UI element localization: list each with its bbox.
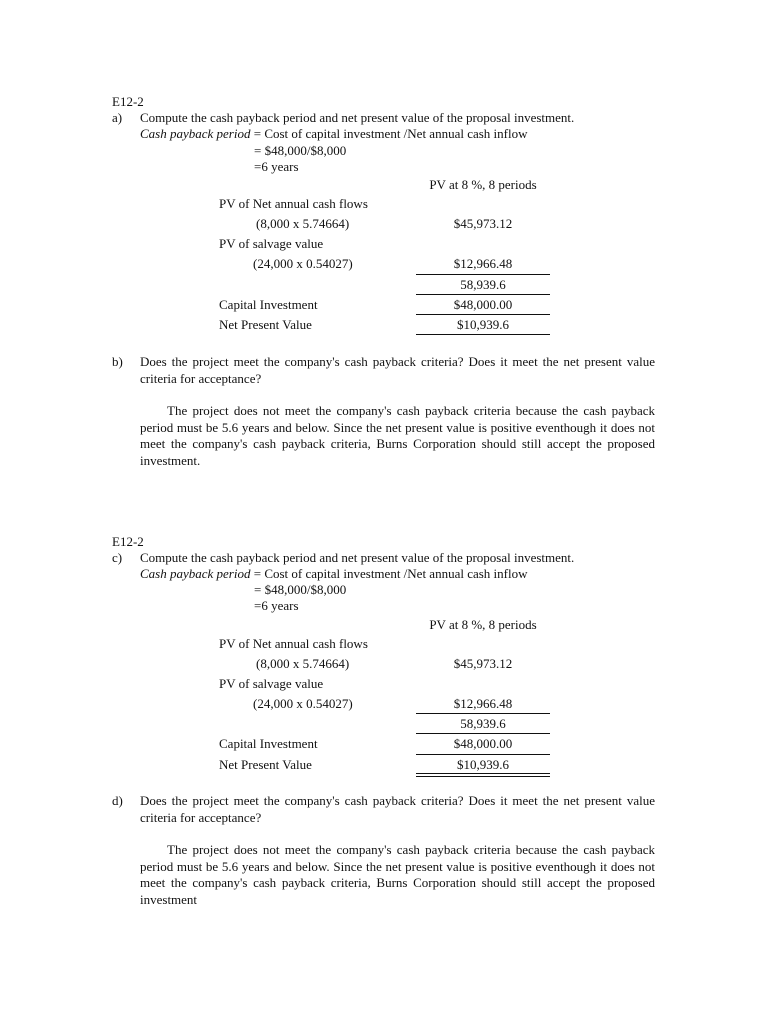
row-label: PV of Net annual cash flows bbox=[219, 196, 368, 211]
question-label: a) bbox=[112, 110, 123, 125]
row-detail: (8,000 x 5.74664) bbox=[256, 216, 350, 231]
row-value: $45,973.12 bbox=[453, 216, 513, 231]
answer-paragraph: The project does not meet the company's cash payback criteria because the cash payback period must be 5.6 years and below. Since the net present value is positive eventhough it does not meet the company's cash payback criteria, Burns Corporation should still accept the proposed investment bbox=[140, 842, 655, 907]
row-label: Capital Investment bbox=[219, 736, 318, 751]
calculation-result: =6 years bbox=[254, 159, 299, 174]
double-underline-rule bbox=[416, 776, 550, 777]
row-label: PV of salvage value bbox=[219, 236, 324, 251]
row-label: Capital Investment bbox=[219, 297, 318, 312]
question-text: Does the project meet the company's cash payback criteria? Does it meet the net present value criteria for acceptance? bbox=[140, 354, 655, 386]
table-rule bbox=[416, 334, 550, 335]
row-value: $48,000.00 bbox=[453, 736, 513, 751]
formula-definition: = Cost of capital investment /Net annual cash inflow bbox=[250, 566, 528, 581]
question-text: Compute the cash payback period and net present value of the proposal investment. bbox=[140, 110, 575, 125]
question-text: Does the project meet the company's cash payback criteria? Does it meet the net present value criteria for acceptance? bbox=[140, 793, 655, 825]
row-value: $12,966.48 bbox=[453, 256, 513, 271]
table-rule bbox=[416, 314, 550, 315]
table-rule bbox=[416, 754, 550, 755]
row-label: PV of Net annual cash flows bbox=[219, 636, 368, 651]
table-header: PV at 8 %, 8 periods bbox=[429, 617, 537, 632]
row-value: $48,000.00 bbox=[453, 297, 513, 312]
answer-paragraph: The project does not meet the company's cash payback criteria because the cash payback period must be 5.6 years and below. Since the net present value is positive eventhough it does not meet the company's cash payback criteria, Burns Corporation should still accept the proposed investment. bbox=[140, 403, 655, 468]
subtotal-value: 58,939.6 bbox=[460, 716, 506, 731]
row-label: PV of salvage value bbox=[219, 676, 324, 691]
formula-term: Cash payback period bbox=[140, 566, 251, 581]
formula-line bbox=[140, 566, 528, 582]
subtotal-value: 58,939.6 bbox=[460, 277, 506, 292]
formula-definition: = Cost of capital investment /Net annual cash inflow bbox=[250, 126, 528, 141]
row-label: Net Present Value bbox=[219, 317, 312, 332]
row-value: $12,966.48 bbox=[453, 696, 513, 711]
row-detail: (24,000 x 0.54027) bbox=[253, 696, 353, 711]
table-rule bbox=[416, 773, 550, 774]
row-detail: (8,000 x 5.74664) bbox=[256, 656, 350, 671]
table-rule bbox=[416, 713, 550, 714]
formula-line bbox=[140, 126, 528, 142]
total-value: $10,939.6 bbox=[457, 757, 509, 772]
table-rule bbox=[416, 274, 550, 275]
calculation-step: = $48,000/$8,000 bbox=[254, 143, 347, 158]
question-text: Compute the cash payback period and net present value of the proposal investment. bbox=[140, 550, 575, 565]
table-rule bbox=[416, 733, 550, 734]
table-header: PV at 8 %, 8 periods bbox=[429, 177, 537, 192]
row-label: Net Present Value bbox=[219, 757, 312, 772]
question-label: d) bbox=[112, 793, 123, 808]
row-value: $45,973.12 bbox=[453, 656, 513, 671]
table-rule bbox=[416, 294, 550, 295]
total-value: $10,939.6 bbox=[457, 317, 509, 332]
row-detail: (24,000 x 0.54027) bbox=[253, 256, 353, 271]
question-label: b) bbox=[112, 354, 123, 369]
exercise-title: E12-2 bbox=[112, 534, 144, 549]
calculation-result: =6 years bbox=[254, 598, 299, 613]
calculation-step: = $48,000/$8,000 bbox=[254, 582, 347, 597]
exercise-title: E12-2 bbox=[112, 94, 144, 109]
formula-term: Cash payback period bbox=[140, 126, 251, 141]
question-label: c) bbox=[112, 550, 123, 565]
